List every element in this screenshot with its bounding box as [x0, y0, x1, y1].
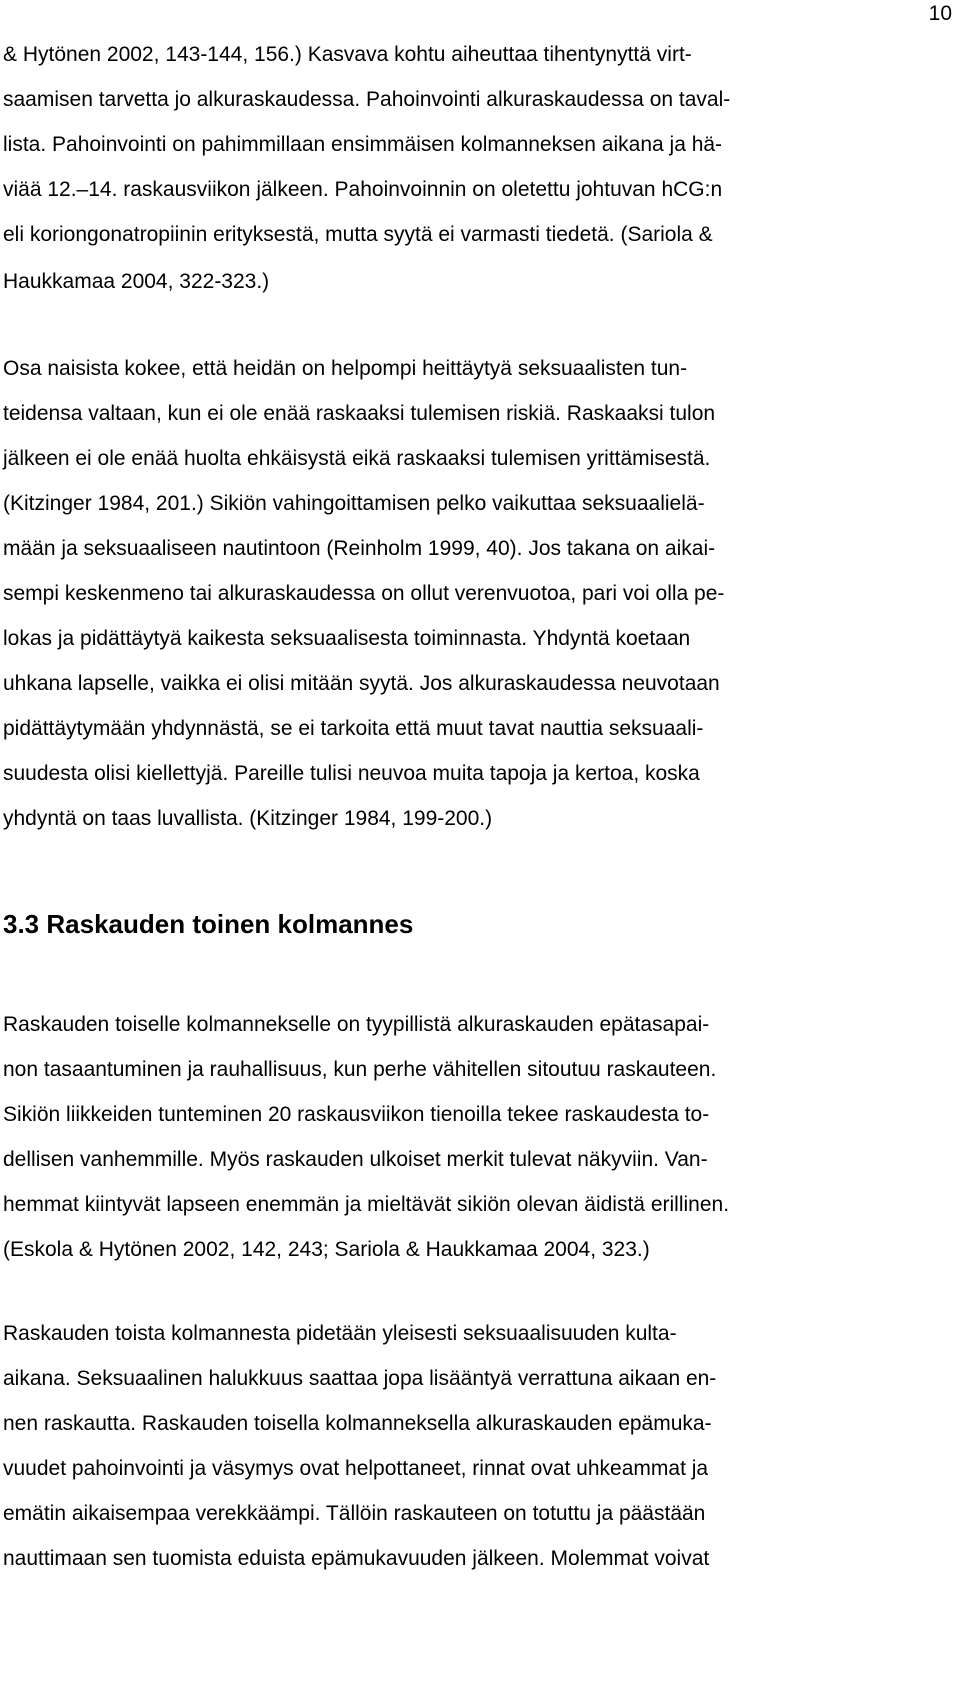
text-line: uhkana lapselle, vaikka ei olisi mitään syytä. Jos alkuraskaudessa neuvotaan — [3, 672, 720, 695]
text-line: mään ja seksuaaliseen nautintoon (Reinholm 1999, 40). Jos takana on aikai- — [3, 537, 716, 560]
text-line: Haukkamaa 2004, 322-323.) — [3, 270, 270, 293]
text-line: vuudet pahoinvointi ja väsymys ovat helpottaneet, rinnat ovat uhkeammat ja — [3, 1457, 709, 1480]
text-line: Sikiön liikkeiden tunteminen 20 raskausviikon tienoilla tekee raskaudesta to- — [3, 1103, 710, 1126]
text-line: jälkeen ei ole enää huolta ehkäisystä eikä raskaaksi tulemisen yrittämisestä. — [3, 447, 711, 470]
text-line: eli koriongonatropiinin erityksestä, mutta syytä ei varmasti tiedetä. (Sariola & — [3, 223, 713, 246]
text-line: suudesta olisi kiellettyjä. Pareille tulisi neuvoa muita tapoja ja kertoa, koska — [3, 762, 700, 785]
text-line: aikana. Seksuaalinen halukkuus saattaa jopa lisääntyä verrattuna aikaan en- — [3, 1367, 717, 1390]
text-line: lista. Pahoinvointi on pahimmillaan ensimmäisen kolmanneksen aikana ja hä- — [3, 133, 723, 156]
text-line: saamisen tarvetta jo alkuraskaudessa. Pahoinvointi alkuraskaudessa on taval- — [3, 88, 731, 111]
text-line: hemmat kiintyvät lapseen enemmän ja mieltävät sikiön olevan äidistä erillinen. — [3, 1193, 730, 1216]
text-line: (Eskola & Hytönen 2002, 142, 243; Sariola & Haukkamaa 2004, 323.) — [3, 1238, 650, 1261]
text-line: sempi keskenmeno tai alkuraskaudessa on ollut verenvuotoa, pari voi olla pe- — [3, 582, 725, 605]
text-line: yhdyntä on taas luvallista. (Kitzinger 1984, 199-200.) — [3, 807, 493, 830]
page-number: 10 — [928, 2, 952, 25]
text-line: (Kitzinger 1984, 201.) Sikiön vahingoittamisen pelko vaikuttaa seksuaalielä- — [3, 492, 705, 515]
text-line: nen raskautta. Raskauden toisella kolmanneksella alkuraskauden epämuka- — [3, 1412, 712, 1435]
text-line: emätin aikaisempaa verekkäämpi. Tällöin raskauteen on totuttu ja päästään — [3, 1502, 706, 1525]
text-line: non tasaantuminen ja rauhallisuus, kun perhe vähitellen sitoutuu raskauteen. — [3, 1058, 717, 1081]
text-line: dellisen vanhemmille. Myös raskauden ulkoiset merkit tulevat näkyviin. Van- — [3, 1148, 708, 1171]
section-heading: 3.3 Raskauden toinen kolmannes — [3, 909, 414, 939]
text-line: lokas ja pidättäytyä kaikesta seksuaalisesta toiminnasta. Yhdyntä koetaan — [3, 627, 691, 650]
text-line: viää 12.–14. raskausviikon jälkeen. Pahoinvoinnin on oletettu johtuvan hCG:n — [3, 178, 723, 201]
text-line: & Hytönen 2002, 143-144, 156.) Kasvava kohtu aiheuttaa tihentynyttä virt- — [3, 43, 692, 66]
text-line: pidättäytymään yhdynnästä, se ei tarkoita että muut tavat nauttia seksuaali- — [3, 717, 704, 740]
text-line: Raskauden toista kolmannesta pidetään yleisesti seksuaalisuuden kulta- — [3, 1322, 677, 1345]
text-line: Osa naisista kokee, että heidän on helpompi heittäytyä seksuaalisten tun- — [3, 357, 688, 380]
text-line: teidensa valtaan, kun ei ole enää raskaaksi tulemisen riskiä. Raskaaksi tulon — [3, 402, 716, 425]
text-line: nauttimaan sen tuomista eduista epämukavuuden jälkeen. Molemmat voivat — [3, 1547, 710, 1570]
text-line: Raskauden toiselle kolmannekselle on tyypillistä alkuraskauden epätasapai- — [3, 1013, 710, 1036]
